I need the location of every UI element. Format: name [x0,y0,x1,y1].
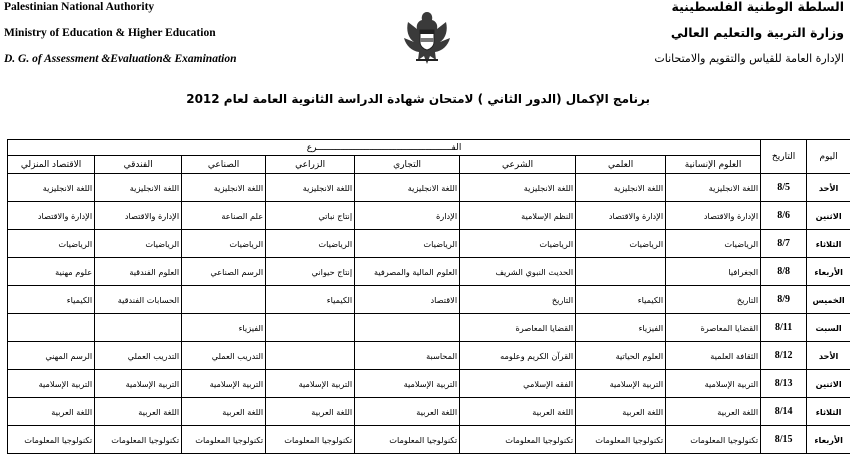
branch-col-header: الصناعي [182,156,266,174]
authority-name-en: Palestinian National Authority [4,0,304,20]
subject-cell: التربية الإسلامية [182,370,266,398]
subject-cell: اللغة الانجليزية [8,174,95,202]
subject-cell: اللغة العربية [666,398,761,426]
subject-cell: التربية الإسلامية [95,370,182,398]
subject-cell: الإدارة والاقتصاد [666,202,761,230]
ministry-name-en: Ministry of Education & Higher Education [4,20,304,46]
subject-cell: إنتاج نباتي [266,202,355,230]
subject-cell: الثقافة العلمية [666,342,761,370]
day-cell: الخميس [807,286,850,314]
subject-cell: التاريخ [666,286,761,314]
subject-cell: اللغة الانجليزية [95,174,182,202]
subject-cell: الإدارة والاقتصاد [576,202,666,230]
day-cell: الأربعاء [807,426,850,454]
subject-cell: الكيمياء [576,286,666,314]
day-cell: الثلاثاء [807,398,850,426]
table-row [8,174,850,202]
header-left-english [4,0,304,72]
date-cell: 8/7 [761,230,807,258]
palestine-eagle-emblem-icon [396,8,458,70]
subject-cell: الاقتصاد [355,286,460,314]
exam-schedule-table [7,139,850,454]
table-row [8,202,850,230]
subject-cell: تكنولوجيا المعلومات [95,426,182,454]
subject-cell: العلوم الحياتية [576,342,666,370]
subject-cell: التربية الإسلامية [666,370,761,398]
subject-cell: اللغة الانجليزية [355,174,460,202]
branch-col-header: الشرعي [460,156,576,174]
table-row [8,258,850,286]
branch-col-header: الفندقي [95,156,182,174]
day-cell: الثلاثاء [807,230,850,258]
subject-cell [576,258,666,286]
page-title: برنامج الإكمال (الدور الثاني ) لامتحان شهادة الدراسة الثانوية العامة لعام 2012 [200,92,650,106]
subject-cell: تكنولوجيا المعلومات [576,426,666,454]
subject-cell: الفيزياء [182,314,266,342]
col-day-header: اليوم [807,140,850,174]
subject-cell: الكيمياء [8,286,95,314]
subject-cell: اللغة العربية [182,398,266,426]
date-cell: 8/13 [761,370,807,398]
date-cell: 8/15 [761,426,807,454]
subject-cell: الرياضيات [182,230,266,258]
directorate-name-ar: الإدارة العامة للقياس والتقويم والامتحانات [544,46,844,72]
day-cell: السبت [807,314,850,342]
table-row [8,370,850,398]
directorate-name-en: D. G. of Assessment &Evaluation& Examination [4,46,304,72]
branch-header: الفـــــــــــــــــــــــــــــــــــــــــــــــــــرع [8,140,761,156]
day-cell: الاثنين [807,202,850,230]
table-row [8,426,850,454]
subject-cell: الجغرافيا [666,258,761,286]
subject-cell: الحسابات الفندقية [95,286,182,314]
subject-cell: علوم مهنية [8,258,95,286]
subject-cell: الرياضيات [355,230,460,258]
col-date-header: التاريخ [761,140,807,174]
subject-cell: التاريخ [460,286,576,314]
subject-cell: التربية الإسلامية [266,370,355,398]
subject-cell [266,342,355,370]
table-row [8,314,850,342]
header-right-arabic [544,0,844,72]
date-cell: 8/14 [761,398,807,426]
branch-col-header: العلوم الإنسانية [666,156,761,174]
subject-cell: التربية الإسلامية [355,370,460,398]
subject-cell: اللغة العربية [95,398,182,426]
table-row [8,398,850,426]
subject-cell: الفقه الإسلامي [460,370,576,398]
subject-cell: الرسم الصناعي [182,258,266,286]
date-cell: 8/6 [761,202,807,230]
subject-cell: اللغة الانجليزية [666,174,761,202]
subject-cell: العلوم المالية والمصرفية [355,258,460,286]
subject-cell: النظم الإسلامية [460,202,576,230]
subject-cell: اللغة الانجليزية [576,174,666,202]
branch-col-header: العلمي [576,156,666,174]
table-row [8,342,850,370]
table-row [8,286,850,314]
subject-cell: إنتاج حيواني [266,258,355,286]
subject-cell: التربية الإسلامية [8,370,95,398]
subject-cell: الرياضيات [8,230,95,258]
day-cell: الأربعاء [807,258,850,286]
subject-cell: اللغة العربية [576,398,666,426]
subject-cell: اللغة الانجليزية [182,174,266,202]
subject-cell: اللغة الانجليزية [266,174,355,202]
subject-cell: الإدارة والاقتصاد [8,202,95,230]
subject-cell: علم الصناعة [182,202,266,230]
header-row-branches [8,156,850,174]
date-cell: 8/5 [761,174,807,202]
subject-cell [182,286,266,314]
subject-cell: الرياضيات [576,230,666,258]
subject-cell: التدريب العملي [95,342,182,370]
date-cell: 8/9 [761,286,807,314]
subject-cell: تكنولوجيا المعلومات [182,426,266,454]
header-row-1 [8,140,850,156]
subject-cell: الرياضيات [666,230,761,258]
subject-cell: الفيزياء [576,314,666,342]
subject-cell: الرياضيات [95,230,182,258]
date-cell: 8/8 [761,258,807,286]
branch-col-header: التجاري [355,156,460,174]
subject-cell: القرآن الكريم وعلومه [460,342,576,370]
subject-cell: الرياضيات [460,230,576,258]
subject-cell: اللغة العربية [355,398,460,426]
day-cell: الأحد [807,174,850,202]
subject-cell: التربية الإسلامية [576,370,666,398]
subject-cell [266,314,355,342]
subject-cell: العلوم الفندقية [95,258,182,286]
subject-cell: اللغة العربية [8,398,95,426]
subject-cell: تكنولوجيا المعلومات [8,426,95,454]
subject-cell: القضايا المعاصرة [460,314,576,342]
subject-cell: تكنولوجيا المعلومات [355,426,460,454]
subject-cell: الإدارة والاقتصاد [95,202,182,230]
branch-col-header: الاقتصاد المنزلي [8,156,95,174]
branch-col-header: الزراعي [266,156,355,174]
date-cell: 8/11 [761,314,807,342]
date-cell: 8/12 [761,342,807,370]
subject-cell: اللغة العربية [266,398,355,426]
subject-cell: تكنولوجيا المعلومات [460,426,576,454]
day-cell: الأحد [807,342,850,370]
subject-cell: الحديث النبوي الشريف [460,258,576,286]
ministry-name-ar: وزارة التربية والتعليم العالي [544,20,844,46]
subject-cell: التدريب العملي [182,342,266,370]
subject-cell: تكنولوجيا المعلومات [266,426,355,454]
subject-cell: تكنولوجيا المعلومات [666,426,761,454]
subject-cell [8,314,95,342]
subject-cell: الكيمياء [266,286,355,314]
subject-cell: القضايا المعاصرة [666,314,761,342]
subject-cell: اللغة العربية [460,398,576,426]
subject-cell: الرياضيات [266,230,355,258]
subject-cell [95,314,182,342]
subject-cell [355,314,460,342]
subject-cell: اللغة الانجليزية [460,174,576,202]
authority-name-ar: السلطة الوطنية الفلسطينية [544,0,844,20]
subject-cell: الرسم المهني [8,342,95,370]
subject-cell: المحاسبة [355,342,460,370]
day-cell: الاثنين [807,370,850,398]
table-row [8,230,850,258]
subject-cell: الإدارة [355,202,460,230]
